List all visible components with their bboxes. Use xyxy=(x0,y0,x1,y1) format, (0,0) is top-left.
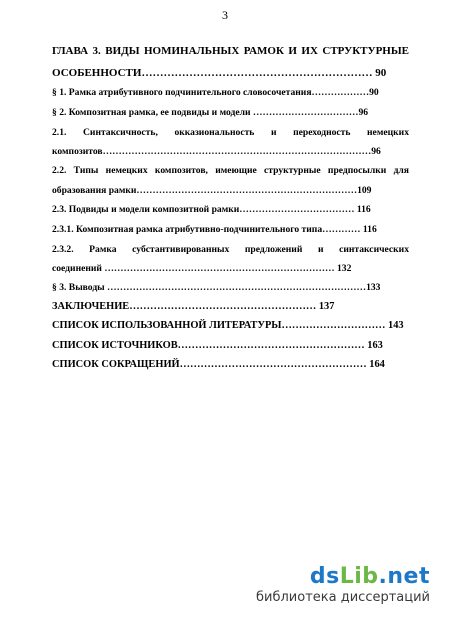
toc-abbreviations: СПИСОК СОКРАЩЕНИЙ……………………………………………… 164 xyxy=(52,359,385,370)
toc-subsection-2-3-2-continuation: соединений ……………………………………………………………… 132 xyxy=(52,263,352,274)
toc-subsection-2-3: 2.3. Подвиды и модели композитной рамки……………………………… 116 xyxy=(52,204,371,215)
toc-subsection-2-2: 2.2. Типы немецких композитов, имеющие структурные предпосылки для xyxy=(52,165,409,176)
toc-sources: СПИСОК ИСТОЧНИКОВ……………………………………………… 163 xyxy=(52,340,383,351)
toc-conclusion: ЗАКЛЮЧЕНИЕ……………………………………………… 137 xyxy=(52,301,335,312)
toc-section-2: § 2. Композитная рамка, ее подвиды и модели ……………………………96 xyxy=(52,107,369,118)
toc-subsection-2-3-2: 2.3.2. Рамка субстантивированных предложений и синтаксических xyxy=(52,244,409,255)
toc-chapter-3-continuation: ОСОБЕННОСТИ……………………………………………………… 90 xyxy=(52,67,387,79)
toc-section-1: § 1. Рамка атрибутивного подчинительного словосочетания………………90 xyxy=(52,87,379,98)
dslib-subtitle: библиотека диссертаций xyxy=(256,590,430,605)
dslib-logo: dsLib.net xyxy=(309,564,430,589)
toc-subsection-2-2-continuation: образования рамки……………………………………………………………109 xyxy=(52,185,372,196)
toc-subsection-2-1: 2.1. Синтаксичность, окказиональность и переходность немецких xyxy=(52,127,409,138)
toc-subsection-2-1-continuation: композитов…………………………………………………………………………96 xyxy=(52,146,381,157)
toc-subsection-2-3-1: 2.3.1. Композитная рамка атрибутивно-подчинительного типа………… 116 xyxy=(52,224,377,235)
toc-chapter-3-heading: ГЛАВА 3. ВИДЫ НОМИНАЛЬНЫХ РАМОК И ИХ СТРУКТУРНЫЕ xyxy=(52,45,409,57)
dslib-watermark xyxy=(230,564,430,606)
toc-section-3-conclusions: § 3. Выводы ………………………………………………………………………133 xyxy=(52,282,381,293)
page-number: 3 xyxy=(222,8,228,22)
toc-bibliography: СПИСОК ИСПОЛЬЗОВАННОЙ ЛИТЕРАТУРЫ………………………… 143 xyxy=(52,320,404,331)
